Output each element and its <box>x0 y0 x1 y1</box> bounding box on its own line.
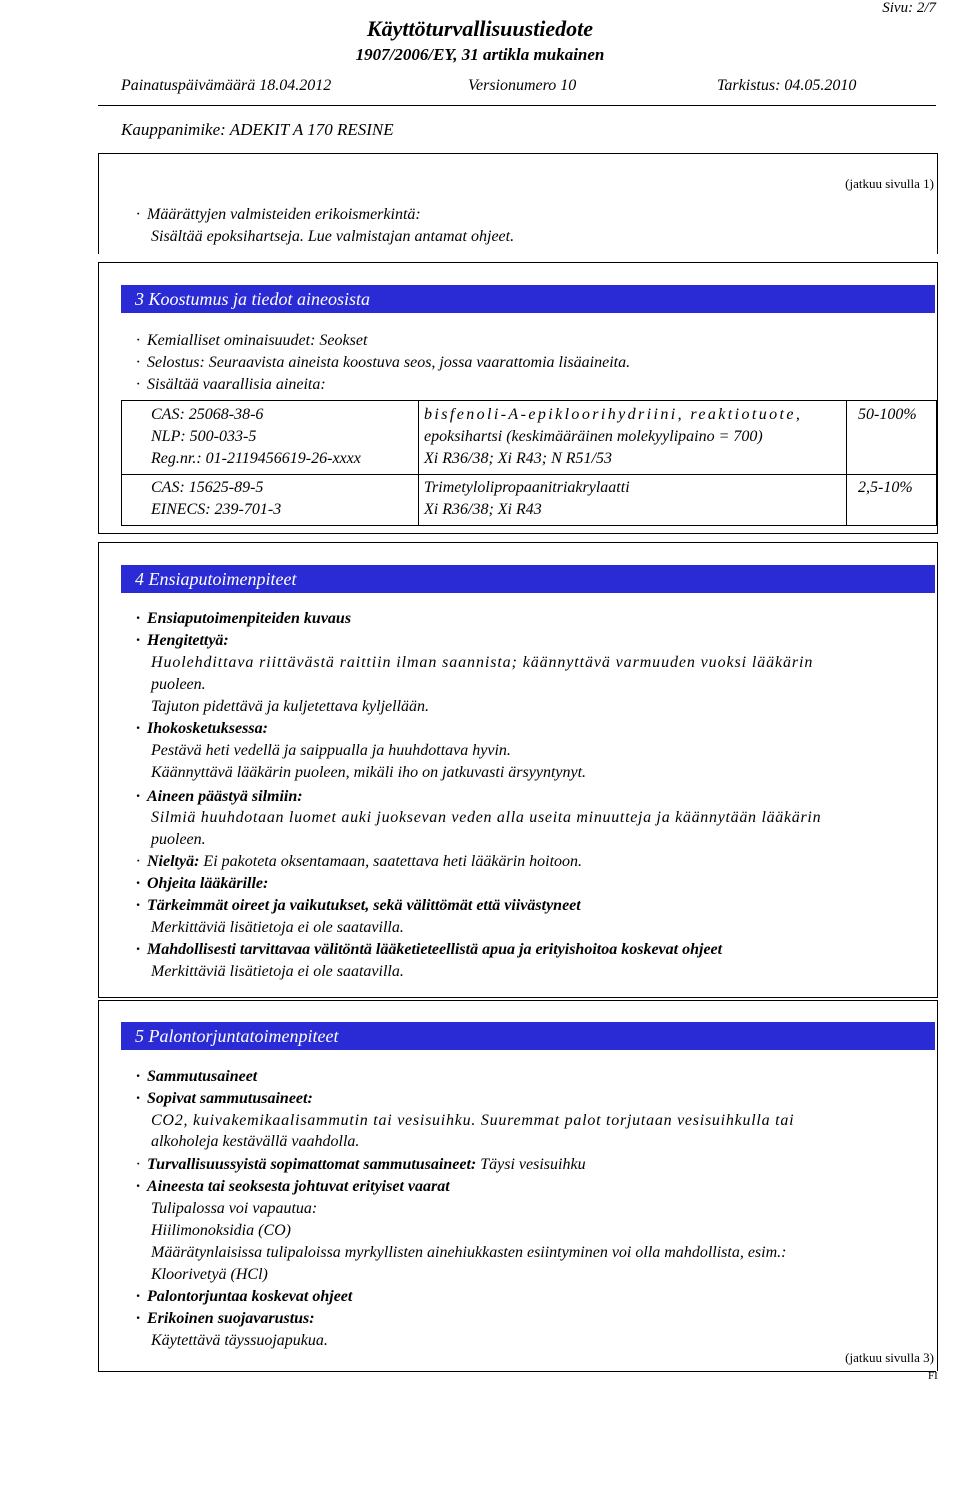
first-aid-description: · Ensiaputoimenpiteiden kuvaus <box>136 610 352 627</box>
section-3-title: 3 Koostumus ja tiedot aineosista <box>121 285 935 313</box>
continued-to: (jatkuu sivulla 3) <box>845 1350 934 1365</box>
hazardous-label: · Sisältää vaarallisia aineita: <box>136 376 326 393</box>
table-cell-name: epoksihartsi (keskimääräinen molekyylipaino = 700) <box>424 428 763 445</box>
language-code: FI <box>928 1370 938 1382</box>
print-date: Painatuspäivämäärä 18.04.2012 <box>121 77 332 94</box>
skin-contact-label: · Ihokosketuksessa: <box>136 720 268 737</box>
trade-name: Kauppanimike: ADEKIT A 170 RESINE <box>121 120 394 139</box>
special-hazards-text: Kloorivetyä (HCl) <box>151 1266 268 1283</box>
skin-contact-text: Pestävä heti vedellä ja saippualla ja huuhdottava hyvin. <box>151 742 511 759</box>
inhalation-label: · Hengitettyä: <box>136 632 229 649</box>
firefighting-advice-label: · Palontorjuntaa koskevat ohjeet <box>136 1288 353 1305</box>
special-hazards-text: Hiilimonoksidia (CO) <box>151 1222 291 1239</box>
footer-divider <box>98 1371 936 1372</box>
section-4-title: 4 Ensiaputoimenpiteet <box>121 565 935 593</box>
table-col-divider-2 <box>846 400 847 526</box>
table-col-divider-1 <box>418 400 419 526</box>
revision-date: Tarkistus: 04.05.2010 <box>717 77 857 94</box>
table-cell-id: CAS: 25068-38-6 <box>151 406 264 423</box>
inhalation-text: Huolehdittava riittävästä raittiin ilman saannista; käännyttävä varmuuden vuoksi lääkärin <box>151 654 814 671</box>
table-cell-id: CAS: 15625-89-5 <box>151 479 264 496</box>
chemical-properties: · Kemialliset ominaisuudet: Seokset <box>136 332 368 349</box>
table-cell-id: Reg.nr.: 01-2119456619-26-xxxx <box>151 450 361 467</box>
description: · Selostus: Seuraavista aineista koostuva seos, jossa vaarattomia lisäaineita. <box>136 354 631 371</box>
ingestion: · Nieltyä: Ei pakoteta oksentamaan, saatettava heti lääkärin hoitoon. <box>136 853 583 870</box>
protective-equipment-text: Käytettävä täyssuojapukua. <box>151 1332 328 1349</box>
continued-from: (jatkuu sivulla 1) <box>845 176 934 191</box>
doctor-notes-label: · Ohjeita lääkärille: <box>136 875 269 892</box>
skin-contact-text: Käännyttävä lääkärin puoleen, mikäli iho on jatkuvasti ärsyyntynyt. <box>151 764 587 781</box>
document-title: Käyttöturvallisuustiedote <box>366 16 594 41</box>
special-hazards-label: · Aineesta tai seoksesta johtuvat erityiset vaarat <box>136 1178 450 1195</box>
table-cell-concentration: 2,5-10% <box>858 479 913 496</box>
header-divider <box>98 105 936 106</box>
treatment-label: · Mahdollisesti tarvittavaa välitöntä lääketieteellistä apua ja erityishoitoa koskevat ohjeet <box>136 941 723 958</box>
special-labeling-text: Sisältää epoksihartseja. Lue valmistajan antamat ohjeet. <box>151 228 515 245</box>
suitable-media-text: alkoholeja kestävällä vaahdolla. <box>151 1133 360 1150</box>
page-number: Sivu: 2/7 <box>882 0 936 16</box>
protective-equipment-label: · Erikoinen suojavarustus: <box>136 1310 315 1327</box>
inhalation-text: Tajuton pidettävä ja kuljetettava kyljellään. <box>151 698 430 715</box>
special-hazards-text: Tulipalossa voi vapautua: <box>151 1200 318 1217</box>
document-subtitle: 1907/2006/EY, 31 artikla mukainen <box>355 45 605 64</box>
table-row-divider <box>121 474 937 475</box>
treatment-text: Merkittäviä lisätietoja ei ole saatavilla. <box>151 963 404 980</box>
inhalation-text: puoleen. <box>151 676 206 693</box>
eye-contact-text: puoleen. <box>151 831 206 848</box>
section-5-title: 5 Palontorjuntatoimenpiteet <box>121 1022 935 1050</box>
special-hazards-text: Määrätynlaisissa tulipaloissa myrkyllisten ainehiukkasten esiintyminen voi olla mahdollista, esim.: <box>151 1244 787 1261</box>
symptoms-text: Merkittäviä lisätietoja ei ole saatavilla. <box>151 919 404 936</box>
symptoms-label: · Tärkeimmät oireet ja vaikutukset, sekä välittömät että viivästyneet <box>136 897 581 914</box>
table-cell-concentration: 50-100% <box>858 406 917 423</box>
extinguishing-media-label: · Sammutusaineet <box>136 1068 258 1085</box>
unsuitable-media: · Turvallisuussyistä sopimattomat sammutusaineet: Täysi vesisuihku <box>136 1156 586 1173</box>
table-cell-name: Trimetylolipropaanitriakrylaatti <box>424 479 630 496</box>
eye-contact-label: · Aineen päästyä silmiin: <box>136 788 303 805</box>
special-labeling-label: · Määrättyjen valmisteiden erikoismerkintä: <box>136 206 421 223</box>
suitable-media-text: CO2, kuivakemikaalisammutin tai vesisuihku. Suuremmat palot torjutaan vesisuihkulla tai <box>151 1112 795 1129</box>
table-cell-id: NLP: 500-033-5 <box>151 428 257 445</box>
table-cell-classification: Xi R36/38; Xi R43; N R51/53 <box>424 450 612 467</box>
table-cell-id: EINECS: 239-701-3 <box>151 501 282 518</box>
table-cell-name: bisfenoli-A-epikloorihydriini, reaktiotuote, <box>424 406 803 423</box>
eye-contact-text: Silmiä huuhdotaan luomet auki juoksevan veden alla useita minuutteja ja käännytään lääkärin <box>151 809 822 826</box>
table-cell-classification: Xi R36/38; Xi R43 <box>424 501 542 518</box>
version-number: Versionumero 10 <box>468 77 577 94</box>
suitable-media-label: · Sopivat sammutusaineet: <box>136 1090 313 1107</box>
